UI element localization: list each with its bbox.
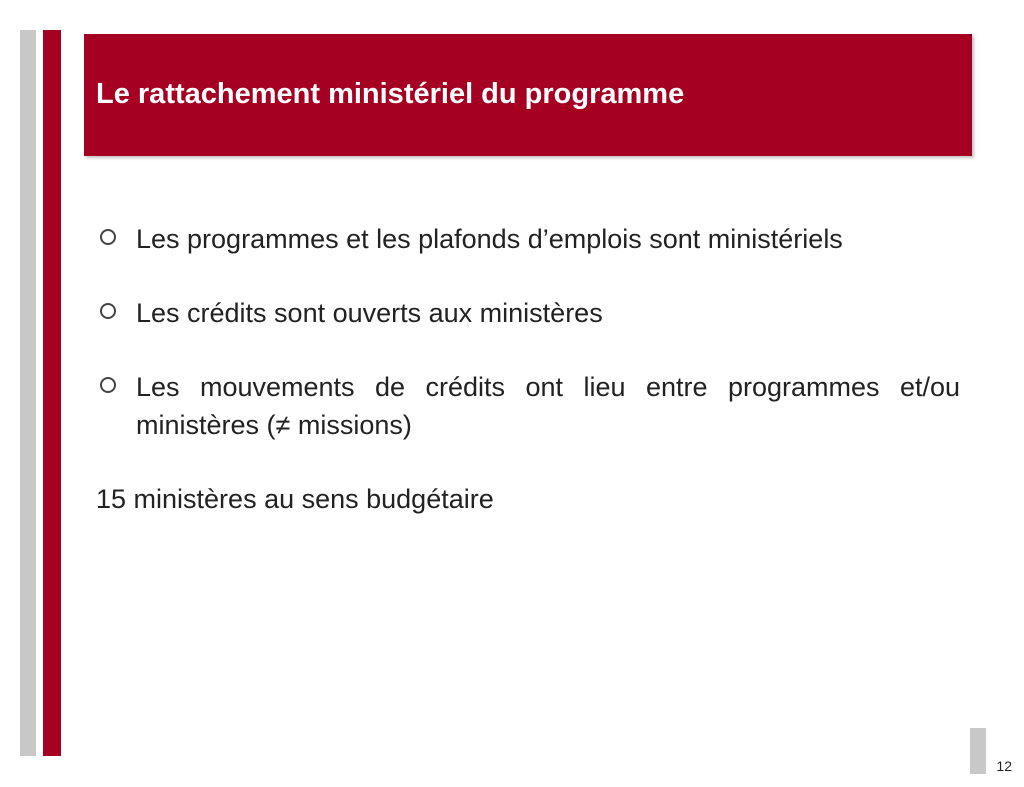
left-red-bar bbox=[43, 30, 61, 756]
bullet-item bbox=[96, 294, 960, 332]
circle-bullet-icon bbox=[100, 229, 116, 245]
bullet-text: Les crédits sont ouverts aux ministères bbox=[136, 298, 603, 328]
left-gray-bar bbox=[20, 30, 36, 756]
footer-gray-bar bbox=[970, 728, 986, 774]
bullet-text: Les programmes et les plafonds d’emplois sont ministériels bbox=[136, 224, 843, 254]
page-number: 12 bbox=[996, 758, 1012, 774]
circle-bullet-icon bbox=[100, 377, 116, 393]
circle-bullet-icon bbox=[100, 303, 116, 319]
summary-note: 15 ministères au sens budgétaire bbox=[96, 484, 494, 514]
bullet-text: Les mouvements de crédits ont lieu entre programmes et/ou ministères (≠ missions) bbox=[136, 372, 960, 440]
bullet-item bbox=[96, 220, 960, 258]
title-banner bbox=[84, 34, 972, 156]
bullet-item bbox=[96, 368, 960, 444]
slide-content bbox=[96, 220, 960, 518]
slide-title: Le rattachement ministériel du programme bbox=[96, 78, 685, 110]
